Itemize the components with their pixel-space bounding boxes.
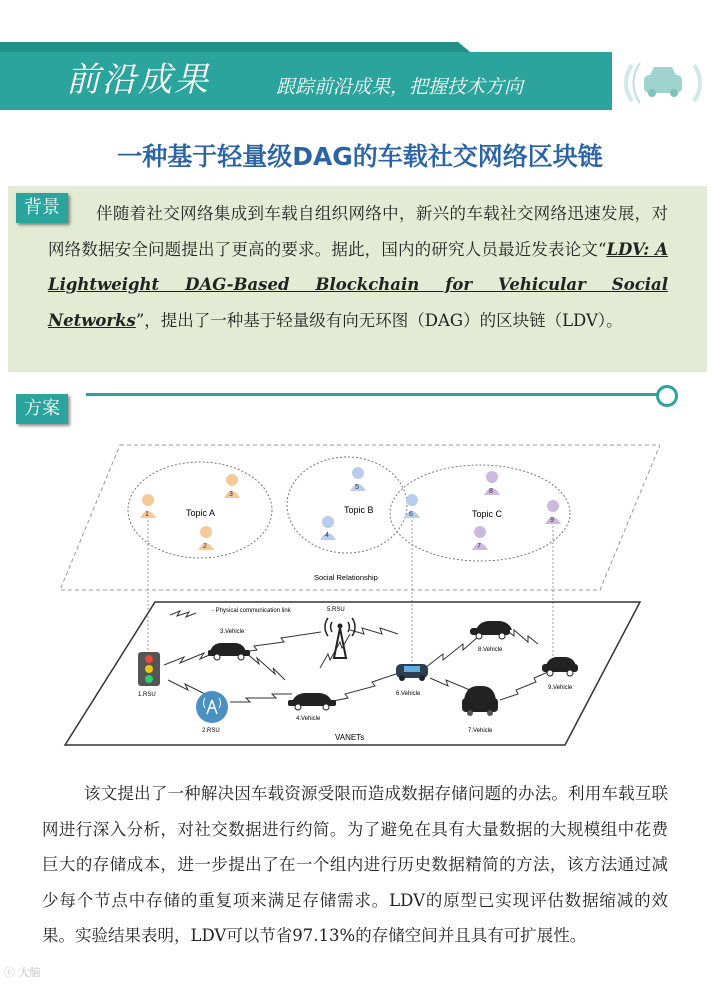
user-4-icon: [320, 516, 336, 540]
topic-c-label: Topic C: [472, 509, 503, 519]
vehicle-8-icon: [470, 621, 512, 653]
svg-text:4: 4: [325, 532, 329, 539]
svg-text:8.Vehicle: 8.Vehicle: [478, 647, 503, 653]
vehicle-3-icon: [208, 629, 250, 660]
body-paragraph: [42, 776, 668, 954]
svg-text:2: 2: [203, 543, 207, 550]
svg-text:7: 7: [477, 543, 481, 550]
section-subtitle: 跟踪前沿成果，把握技术方向: [276, 76, 524, 98]
vanets-label: VANETs: [335, 733, 365, 742]
svg-text:3.Vehicle: 3.Vehicle: [220, 629, 245, 635]
vehicle-4-icon: [288, 693, 336, 722]
rsu-2-antenna-icon: [196, 691, 228, 734]
legend-link-icon: [170, 611, 196, 617]
svg-text:1.RSU: 1.RSU: [138, 692, 156, 698]
scheme-divider-end: [656, 385, 678, 407]
body-paragraph-text: 该文提出了一种解决因车载资源受限而造成数据存储问题的办法。利用车载互联网进行深入分析，对社交数据进行约简。为了避免在具有大量数据的大规模组中花费巨大的存储成本，进一步提出了在一个组内进行历史数据精简的方法，该方法通过减少每个节点中存储的重复项来满足存储需求。LDV的原型已实现评估数据缩减的效果。实验结果表明，LDV可以节省97.13%的存储空间并且具有可扩展性。: [42, 784, 668, 945]
svg-text:4.Vehicle: 4.Vehicle: [296, 716, 321, 722]
background-text: [48, 196, 668, 338]
user-9-icon: [545, 500, 561, 524]
vehicle-9-icon: [542, 657, 578, 691]
svg-text:9: 9: [550, 517, 554, 524]
svg-text:5.RSU: 5.RSU: [327, 607, 345, 613]
svg-text:2.RSU: 2.RSU: [202, 728, 220, 734]
legend-label: - Physical communication link: [212, 608, 291, 614]
svg-text:1: 1: [145, 511, 149, 518]
section-title: 前沿成果: [66, 60, 210, 100]
rsu-1-traffic-light-icon: [138, 652, 160, 698]
user-2-icon: [198, 526, 214, 550]
vehicle-7-icon: [462, 686, 498, 734]
background-text-after: ”，提出了一种基于轻量级有向无环图（DAG）的区块链（LDV）。: [135, 310, 623, 330]
svg-text:6.Vehicle: 6.Vehicle: [396, 691, 421, 697]
user-3-icon: [224, 474, 240, 498]
social-relationship-label: Social Relationship: [314, 573, 378, 582]
user-8-icon: [484, 471, 500, 495]
svg-text:9.Vehicle: 9.Vehicle: [548, 685, 573, 691]
vanet-social-diagram: [60, 440, 660, 750]
topic-a-label: Topic A: [186, 508, 216, 518]
scheme-tag: 方案: [16, 394, 68, 424]
user-5-icon: [350, 467, 366, 491]
svg-text:7.Vehicle: 7.Vehicle: [468, 728, 493, 734]
svg-text:3: 3: [229, 491, 233, 498]
user-1-icon: [140, 494, 156, 518]
svg-text:6: 6: [409, 511, 413, 518]
svg-text:8: 8: [489, 488, 493, 495]
svg-text:5: 5: [355, 484, 359, 491]
topic-b-label: Topic B: [344, 505, 374, 515]
vehicle-6-icon: [396, 664, 428, 697]
watermark: ⓒ 大脑: [4, 966, 41, 979]
user-7-icon: [472, 526, 488, 550]
scheme-divider: [86, 393, 664, 396]
car-icon: [624, 55, 702, 109]
rsu-5-tower-icon: [325, 607, 355, 658]
background-tag: 背景: [16, 193, 68, 223]
background-text-before: 伴随着社交网络集成到车载自组织网络中，新兴的车载社交网络迅速发展，对网络数据安全问题提出了更高的要求。据此，国内的研究人员最近发表论文“: [48, 204, 668, 259]
article-title: 一种基于轻量级DAG的车载社交网络区块链: [117, 142, 603, 171]
paper-reference-link[interactable]: LDV: A Lightweight DAG-Based Blockchain for Vehicular Social Networks: [48, 239, 669, 330]
